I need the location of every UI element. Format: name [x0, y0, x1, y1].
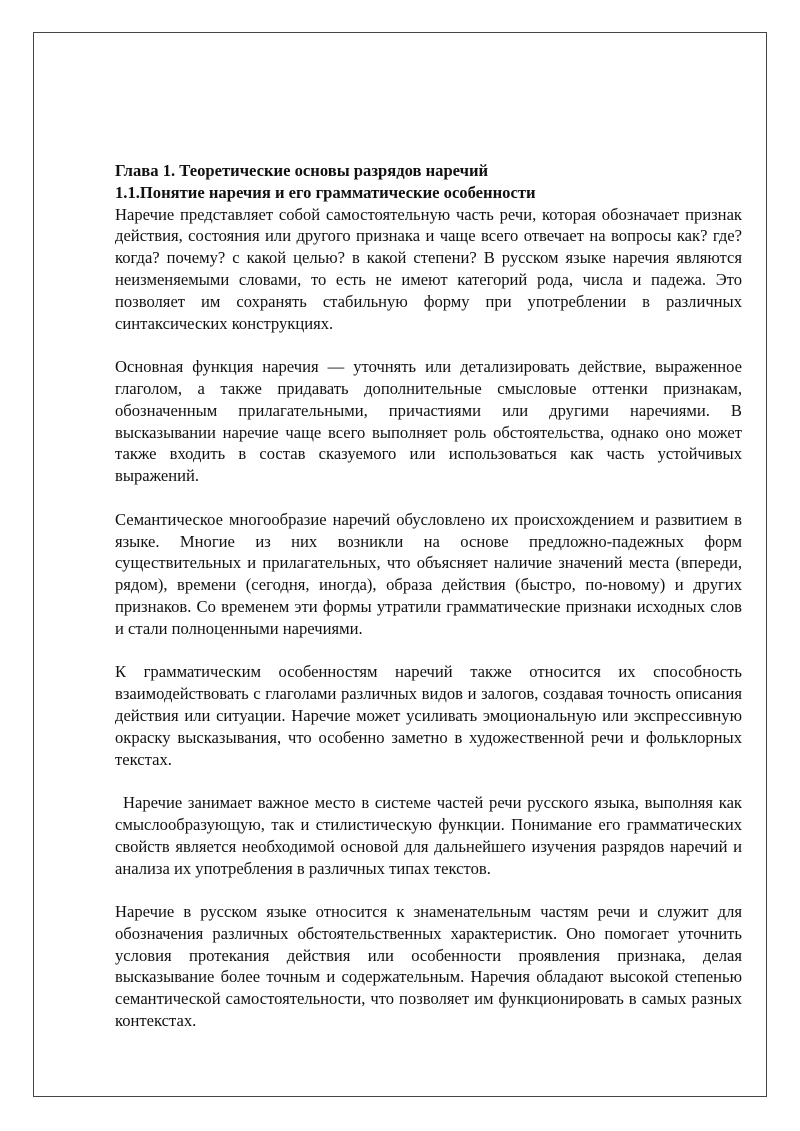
paragraph-3: Семантическое многообразие наречий обусловлено их происхождением и развитием в языке. Многие из них возникли на основе предложно-падежных форм существительных и прилагательных, что объясняет наличие значений места (впереди, рядом), времени (сегодня, иногда), образа действия (быстро, по-новому) и других признаков. Со временем эти формы утратили грамматические признаки исходных слов и стали полноценными наречиями.: [115, 509, 742, 638]
paragraph-2: Основная функция наречия — уточнять или детализировать действие, выраженное глаголом, а также придавать дополнительные смысловые оттенки признакам, обозначенным прилагательными, причастиями или другими наречиями. В высказывании наречие чаще всего выполняет роль обстоятельства, однако оно может также входить в состав сказуемого или использоваться как часть устойчивых выражений.: [115, 357, 742, 486]
section-title: 1.1.Понятие наречия и его грамматические особенности: [115, 182, 536, 202]
chapter-title: Глава 1. Теоретические основы разрядов наречий: [115, 161, 489, 180]
paragraph-1: Наречие представляет собой самостоятельную часть речи, которая обозначает признак действия, состояния или другого признака и чаще всего отвечает на вопросы как? где? когда? почему? с какой целью? в какой степени? В русском языке наречия являются неизменяемыми словами, то есть не имеют категорий рода, числа и падежа. Это позволяет им сохранять стабильную форму при употреблении в различных синтаксических конструкциях.: [115, 204, 742, 333]
paragraph-6: Наречие в русском языке относится к знаменательным частям речи и служит для обозначения различных обстоятельственных характеристик. Оно помогает уточнить условия протекания действия или особенности проявления признака, делая высказывание более точным и содержательным. Наречия обладают высокой степенью семантической самостоятельности, что позволяет им функционировать в самых разных контекстах.: [115, 902, 742, 1031]
paragraph-4: К грамматическим особенностям наречий также относится их способность взаимодействовать с глаголами различных видов и залогов, создавая точность описания действия или ситуации. Наречие может усиливать эмоциональную или экспрессивную окраску высказывания, что особенно заметно в художественной речи и фольклорных текстах.: [115, 662, 742, 769]
paragraph-5: Наречие занимает важное место в системе частей речи русского языка, выполняя как смыслообразующую, так и стилистическую функции. Понимание его грамматических свойств является необходимой основой для дальнейшего изучения разрядов наречий и анализа их употребления в различных типах текстов.: [115, 793, 742, 878]
document-body: [115, 160, 742, 1032]
